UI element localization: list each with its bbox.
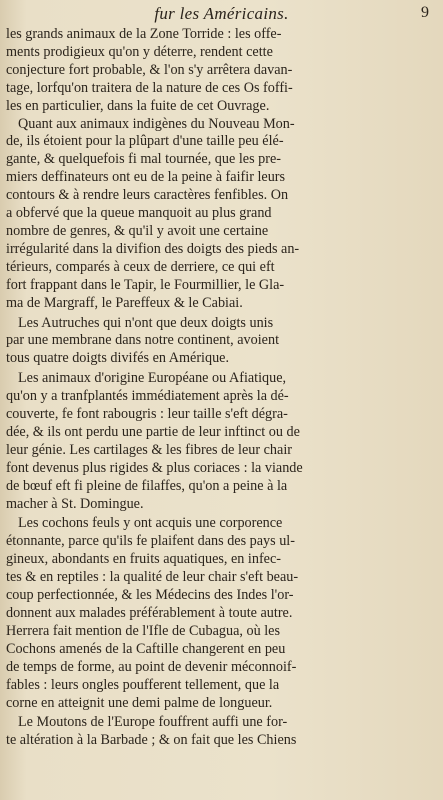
text-line: leur génie. Les cartilages & les fibres de leur chair	[6, 441, 292, 458]
text-line: gante, & quelquefois fi mal tournée, que les pre-	[6, 151, 281, 168]
text-line: font devenus plus rigides & plus coriaces : la viande	[6, 459, 303, 476]
text-line: qu'on y a tranfplantés immédiatement après la dé-	[6, 388, 289, 405]
body-text	[6, 26, 430, 750]
text-line: térieurs, comparés à ceux de derriere, ce qui eft	[6, 258, 275, 275]
text-line: tous quatre doigts divifés en Amérique.	[6, 350, 230, 367]
text-line: couverte, fe font rabougris : leur taille s'eft dégra-	[6, 406, 288, 423]
paragraph-start-line: Les cochons feuls y ont acquis une corporence	[18, 515, 283, 532]
text-line: nombre de genres, & qu'il y avoit une certaine	[6, 222, 269, 239]
text-line: conjecture fort probable, & l'on s'y arrêtera davan-	[6, 61, 293, 78]
text-line: les en particulier, dans la fuite de cet Ouvrage.	[6, 97, 270, 114]
text-line: tes & en reptiles : la qualité de leur chair s'eft beau-	[6, 569, 299, 586]
running-head: fur les Américains.	[154, 4, 289, 23]
paragraph-start-line: Le Moutons de l'Europe fouffrent auffi une for-	[18, 714, 288, 731]
paragraph-start-line: Les animaux d'origine Européane ou Afiatique,	[18, 370, 287, 387]
text-line: ments prodigieux qu'on y déterre, rendent cette	[6, 43, 273, 60]
text-line: donnent aux malades préférablement à toute autre.	[6, 605, 293, 621]
text-line: te altération à la Barbade ; & on fait que les Chiens	[6, 732, 297, 749]
text-line: par une membrane dans notre continent, avoient	[6, 332, 280, 349]
page-number: 9	[421, 4, 429, 21]
text-line: ma de Margraff, le Pareffeux & le Cabiai.	[6, 294, 243, 311]
text-line: irrégularité dans la divifion des doigts des pieds an-	[6, 240, 300, 257]
paragraph-start-line: Quant aux animaux indigènes du Nouveau Mon-	[18, 115, 295, 132]
text-line: corne en atteignit une demi palme de longueur.	[6, 694, 273, 711]
paragraph-start-line: Les Autruches qui n'ont que deux doigts unis	[18, 314, 274, 331]
text-line: dée, & ils ont perdu une partie de leur inftinct ou de	[6, 423, 300, 440]
text-line: fort frappant dans le Tapir, le Fourmillier, le Gla-	[6, 276, 285, 293]
text-line: gineux, abondants en fruits aquatiques, en infec-	[6, 551, 281, 568]
text-line: de temps de forme, au point de devenir méconnoif-	[6, 658, 297, 675]
text-line: a obfervé que la queue manquoit au plus grand	[6, 205, 272, 222]
page-header	[0, 4, 443, 26]
text-line: Cochons amenés de la Caftille changerent en peu	[6, 640, 286, 657]
text-line: de, ils étoient pour la plûpart d'une taille peu élé-	[6, 133, 284, 150]
text-line: les grands animaux de la Zone Torride : les offe-	[6, 26, 282, 42]
text-line: miers deffinateurs ont eu de la peine à faifir leurs	[6, 169, 286, 186]
text-line: étonnante, parce qu'ils fe plaifent dans des pays ul-	[6, 533, 295, 550]
text-line: coup perfectionnée, & les Médecins des Indes l'or-	[6, 587, 294, 604]
text-line: fables : leurs ongles poufferent tellement, que la	[6, 676, 280, 693]
text-line: de bœuf eft fi pleine de filaffes, qu'on a peine à la	[6, 477, 288, 494]
text-line: contours & à rendre leurs caractères fenfibles. On	[6, 187, 289, 204]
text-line: Herrera fait mention de l'Ifle de Cubagua, où les	[6, 622, 280, 639]
text-line: macher à St. Domingue.	[6, 495, 144, 512]
text-line: tage, lorfqu'on traitera de la nature de ces Os foffi-	[6, 79, 293, 96]
